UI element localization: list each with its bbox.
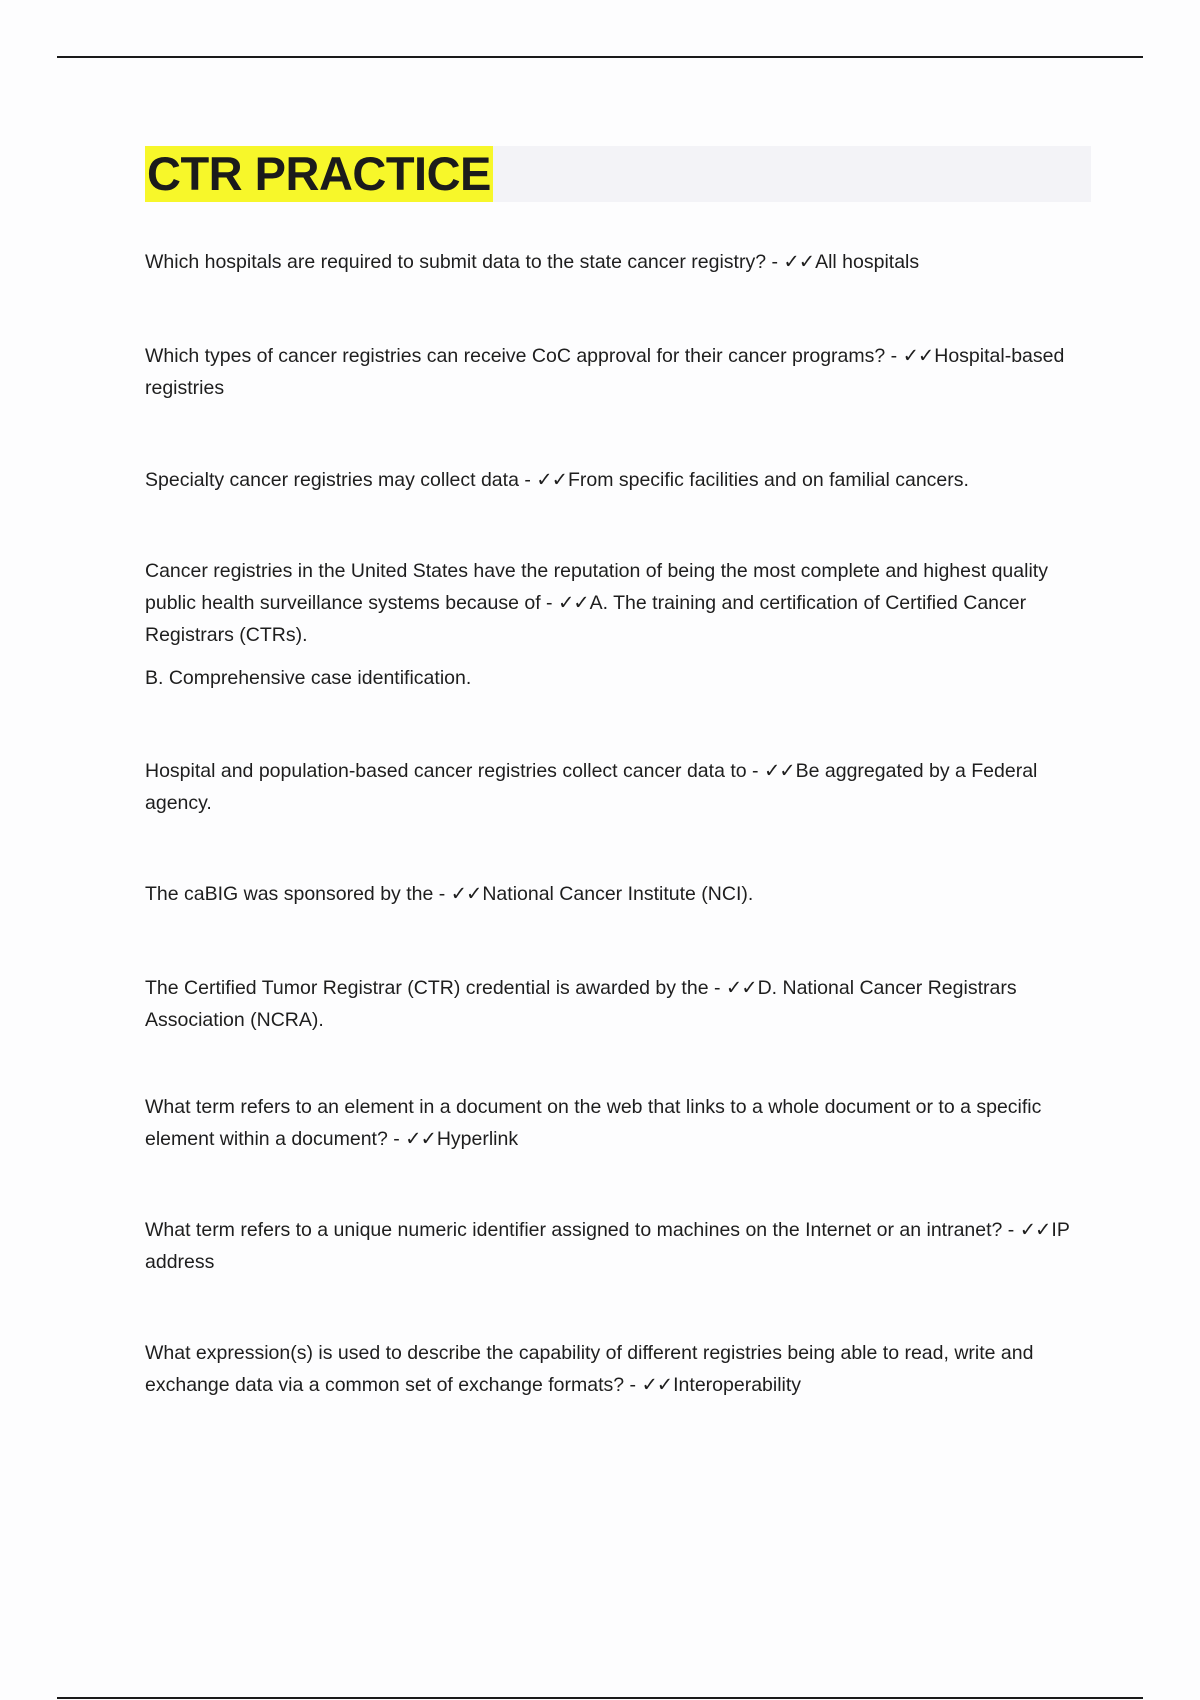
- question-text: Hospital and population-based cancer registries collect cancer data to -: [145, 760, 764, 782]
- qa-item-6: [145, 878, 1085, 910]
- check-icon: ✓✓: [536, 469, 567, 491]
- check-icon: ✓✓: [641, 1374, 673, 1396]
- qa-item-3: [145, 464, 1085, 496]
- answer-text: Interoperability: [673, 1374, 802, 1396]
- question-text: Specialty cancer registries may collect data -: [145, 469, 537, 491]
- check-icon: ✓✓: [450, 883, 482, 905]
- qa-item-4: [145, 555, 1085, 651]
- check-icon: ✓✓: [783, 251, 815, 273]
- question-text: The Certified Tumor Registrar (CTR) credential is awarded by the -: [145, 977, 726, 999]
- question-text: What term refers to a unique numeric identifier assigned to machines on the Internet or an intranet? -: [145, 1219, 1020, 1241]
- check-icon: ✓✓: [725, 977, 757, 999]
- answer-extra-text: B. Comprehensive case identification.: [145, 667, 472, 689]
- qa-item-5: [145, 755, 1085, 819]
- answer-text: Be aggregated by a Federal agency.: [145, 760, 1038, 814]
- question-text: Cancer registries in the United States have the reputation of being the most complete and highest quality public health surveillance systems because of -: [145, 560, 1048, 614]
- qa-item-1: [145, 246, 1085, 278]
- qa-item-8: [145, 1091, 1085, 1155]
- header-rule: [57, 56, 1143, 58]
- check-icon: ✓✓: [405, 1128, 436, 1150]
- answer-text: All hospitals: [815, 251, 920, 273]
- question-text: Which types of cancer registries can receive CoC approval for their cancer programs? -: [145, 345, 903, 367]
- answer-text: National Cancer Institute (NCI).: [482, 883, 754, 905]
- question-text: What term refers to an element in a document on the web that links to a whole document or to a specific element within a document? -: [145, 1096, 1042, 1150]
- qa-item-4-extra: [145, 662, 1085, 694]
- qa-item-7: [145, 972, 1085, 1036]
- question-text: Which hospitals are required to submit data to the state cancer registry? -: [145, 251, 784, 273]
- check-icon: ✓✓: [763, 760, 795, 782]
- page-title: CTR PRACTICE: [147, 147, 491, 200]
- qa-item-10: [145, 1337, 1085, 1401]
- qa-item-9: [145, 1214, 1085, 1278]
- check-icon: ✓✓: [1019, 1219, 1051, 1241]
- question-text: What expression(s) is used to describe the capability of different registries being able to read, write and exchange data via a common set of exchange formats? -: [145, 1342, 1034, 1396]
- answer-text: A. The training and certification of Certified Cancer Registrars (CTRs).: [145, 592, 1027, 646]
- check-icon: ✓✓: [902, 345, 934, 367]
- answer-text: D. National Cancer Registrars Association (NCRA).: [145, 977, 1017, 1031]
- answer-text: Hyperlink: [436, 1128, 519, 1150]
- check-icon: ✓✓: [557, 592, 589, 614]
- footer-rule: [57, 1697, 1143, 1699]
- answer-text: Hospital-based registries: [145, 345, 1065, 399]
- answer-text: IP address: [145, 1219, 1070, 1273]
- answer-text: From specific facilities and on familial cancers.: [567, 469, 969, 491]
- question-text: The caBIG was sponsored by the -: [145, 883, 451, 905]
- qa-item-2: [145, 340, 1085, 404]
